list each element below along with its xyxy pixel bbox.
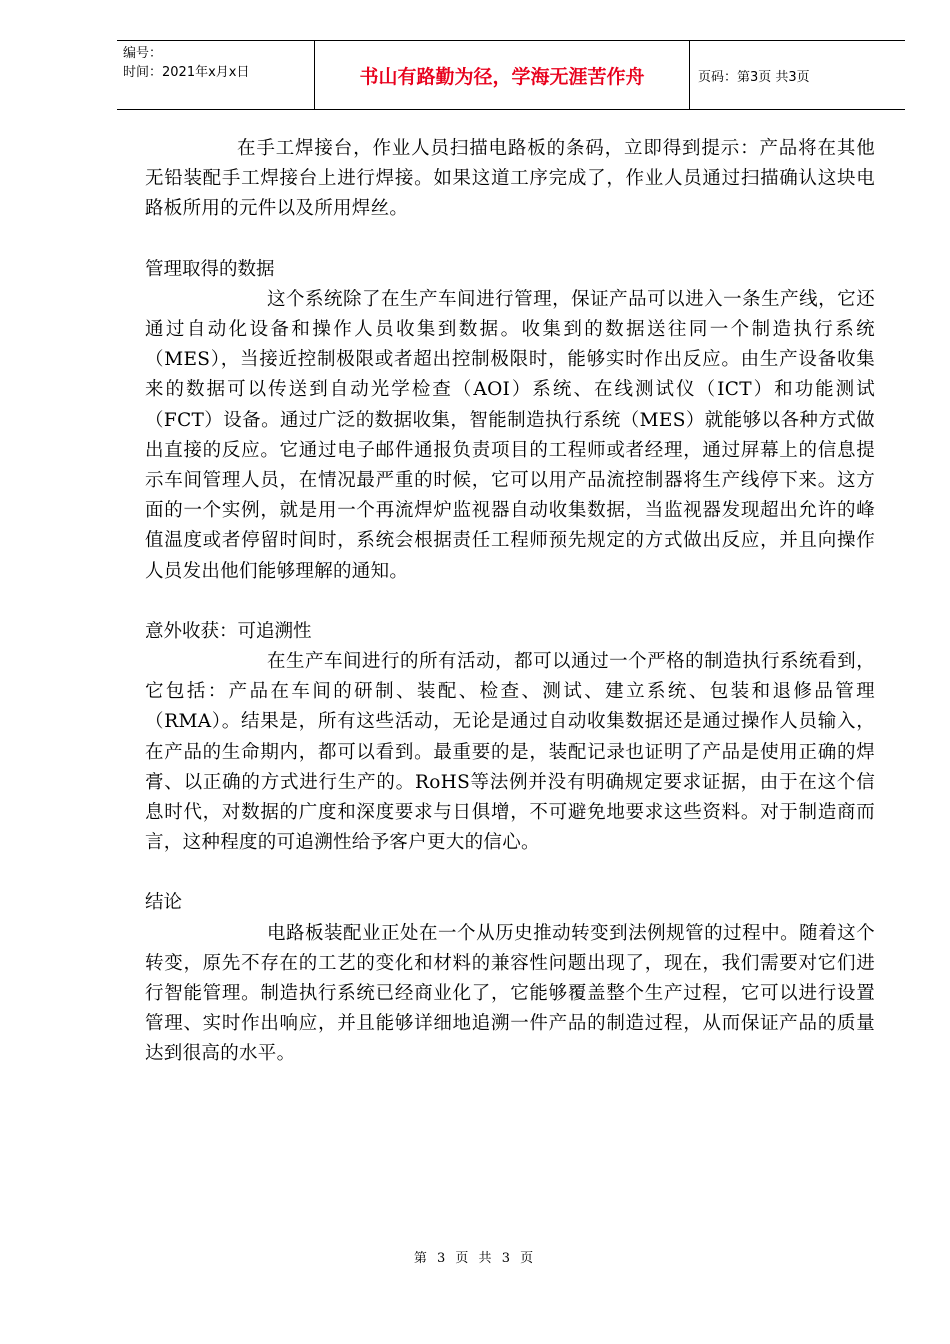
header-page-label: 页码：第3页 共3页 bbox=[698, 69, 810, 85]
section-paragraph-conclusion: 电路板装配业正处在一个从历史推动转变到法例规管的过程中。随着这个转变，原先不存在的工艺的变化和材料的兼容性问题出现了，现在，我们需要对它们进行智能管理。制造执行系统已经商业化了，它能够覆盖整个生产过程，它可以进行设置管理、实时作出响应，并且能够详细地追溯一件产品的制造过程，从而保证产品的质量达到很高的水平。 bbox=[145, 922, 875, 1065]
document-code-label: 编号： bbox=[123, 46, 163, 61]
intro-paragraph: 在手工焊接台，作业人员扫描电路板的条码，立即得到提示：产品将在其他无铅装配手工焊接台上进行焊接。如果这道工序完成了，作业人员通过扫描确认这块电路板所用的元件以及所用焊丝。 bbox=[145, 138, 875, 220]
section-heading-data: 管理取得的数据 bbox=[145, 258, 275, 280]
page-header bbox=[117, 40, 905, 110]
header-motto: 书山有路勤为径，学海无涯苦作舟 bbox=[315, 41, 690, 109]
document-body bbox=[145, 134, 875, 1070]
document-time-label: 时间：2021年x月x日 bbox=[123, 65, 250, 80]
section-paragraph-traceability: 在生产车间进行的所有活动，都可以通过一个严格的制造执行系统看到，它包括：产品在车间的研制、装配、检查、测试、建立系统、包装和退修品管理（RMA）。结果是，所有这些活动，无论是通过自动收集数据还是通过操作人员输入，在产品的生命期内，都可以看到。最重要的是，装配记录也证明了产品是使用正确的焊膏、以正确的方式进行生产的。RoHS等法例并没有明确规定要求证据，由于在这个信息时代，对数据的广度和深度要求与日俱增，不可避免地要求这些资料。对于制造商而言，这种程度的可追溯性给予客户更大的信心。 bbox=[145, 651, 875, 854]
section-heading-conclusion: 结论 bbox=[145, 892, 183, 914]
header-meta-cell bbox=[117, 41, 315, 109]
page-footer-number: 第 3 页 共 3 页 bbox=[413, 1251, 537, 1266]
section-paragraph-data: 这个系统除了在生产车间进行管理，保证产品可以进入一条生产线，它还通过自动化设备和操作人员收集到数据。收集到的数据送往同一个制造执行系统（MES），当接近控制极限或者超出控制极限时，能够实时作出反应。由生产设备收集来的数据可以传送到自动光学检查（AOI）系统、在线测试仪（ICT）和功能测试（FCT）设备。通过广泛的数据收集，智能制造执行系统（MES）就能够以各种方式做出直接的反应。它通过电子邮件通报负责项目的工程师或者经理，通过屏幕上的信息提示车间管理人员，在情况最严重的时候，它可以用产品流控制器将生产线停下来。这方面的一个实例，就是用一个再流焊炉监视器自动收集数据，当监视器发现超出允许的峰值温度或者停留时间时，系统会根据责任工程师预先规定的方式做出反应，并且向操作人员发出他们能够理解的通知。 bbox=[145, 288, 875, 582]
section-heading-traceability: 意外收获：可追溯性 bbox=[145, 620, 312, 642]
